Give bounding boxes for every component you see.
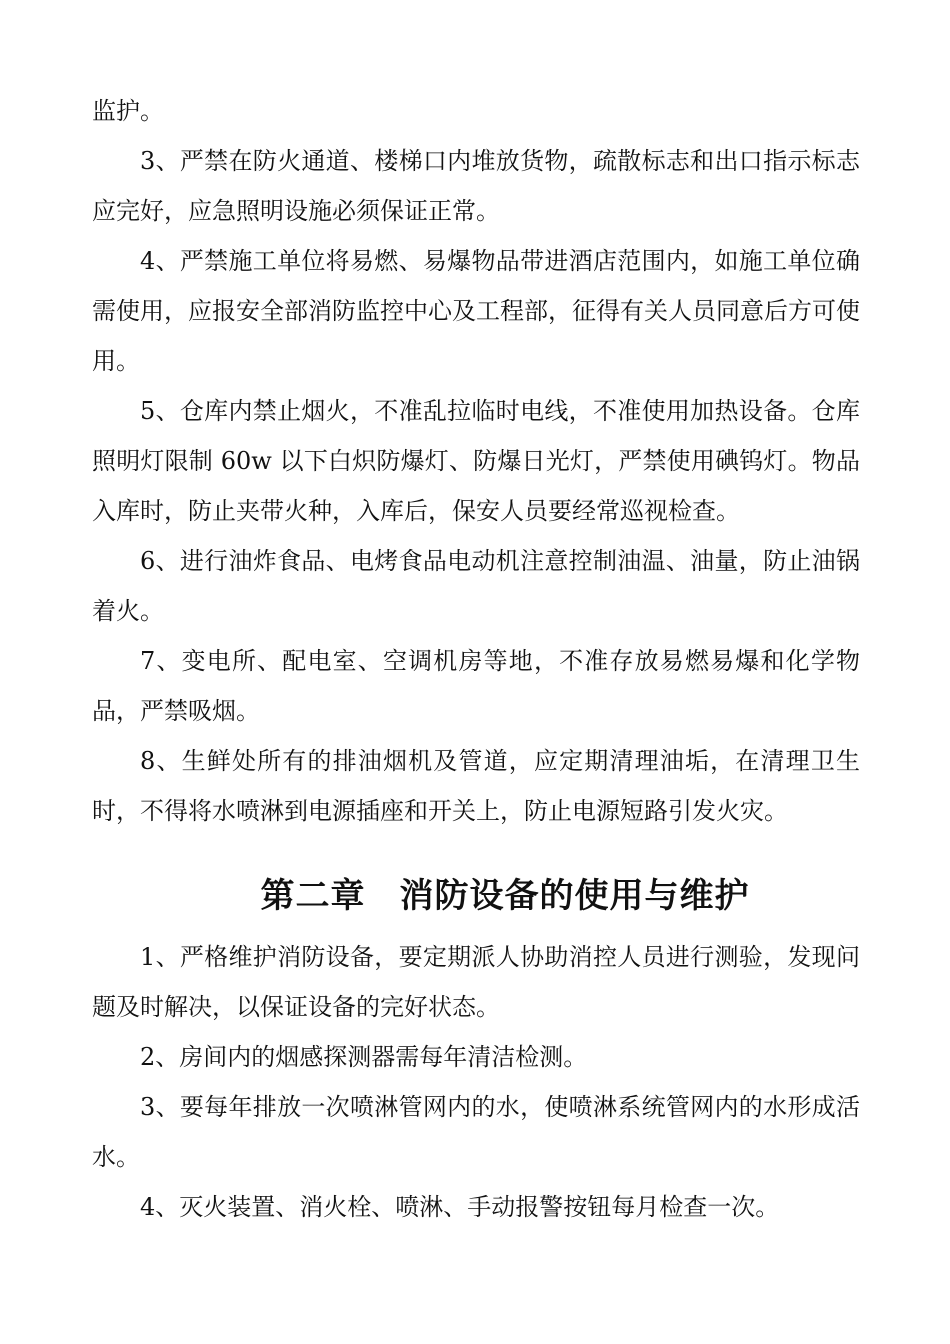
paragraph-continuation: 监护。	[92, 97, 164, 125]
paragraph-equipment-3: 3、要每年排放一次喷淋管网内的水，使喷淋系统管网内的水形成活水。	[92, 1093, 860, 1171]
paragraph-rule-7: 7、变电所、配电室、空调机房等地，不准存放易燃易爆和化学物品，严禁吸烟。	[92, 647, 860, 725]
paragraph-rule-4: 4、严禁施工单位将易燃、易爆物品带进酒店范围内，如施工单位确需使用，应报安全部消防监控中心及工程部，征得有关人员同意后方可使用。	[92, 247, 860, 375]
chapter-heading	[92, 868, 860, 924]
paragraph-rule-8: 8、生鲜处所有的排油烟机及管道，应定期清理油垢，在清理卫生时，不得将水喷淋到电源插座和开关上，防止电源短路引发火灾。	[92, 747, 860, 825]
paragraph-rule-5: 5、仓库内禁止烟火，不准乱拉临时电线，不准使用加热设备。仓库照明灯限制 60w 以下白炽防爆灯、防爆日光灯，严禁使用碘钨灯。物品入库时，防止夹带火种，入库后，保安人员要经常巡视检查。	[92, 397, 860, 525]
paragraph-rule-6: 6、进行油炸食品、电烤食品电动机注意控制油温、油量，防止油锅着火。	[92, 547, 860, 625]
paragraph-rule-3: 3、严禁在防火通道、楼梯口内堆放货物，疏散标志和出口指示标志应完好，应急照明设施必须保证正常。	[92, 147, 860, 225]
paragraph-equipment-2: 2、房间内的烟感探测器需每年清洁检测。	[140, 1043, 588, 1071]
chapter-name: 消防设备的使用与维护	[399, 876, 750, 916]
document-body	[92, 86, 860, 1232]
paragraph-equipment-1: 1、严格维护消防设备，要定期派人协助消控人员进行测验，发现问题及时解决，以保证设备的完好状态。	[92, 943, 860, 1021]
chapter-number: 第二章	[260, 876, 366, 916]
paragraph-equipment-4: 4、灭火装置、消火栓、喷淋、手动报警按钮每月检查一次。	[140, 1193, 780, 1221]
